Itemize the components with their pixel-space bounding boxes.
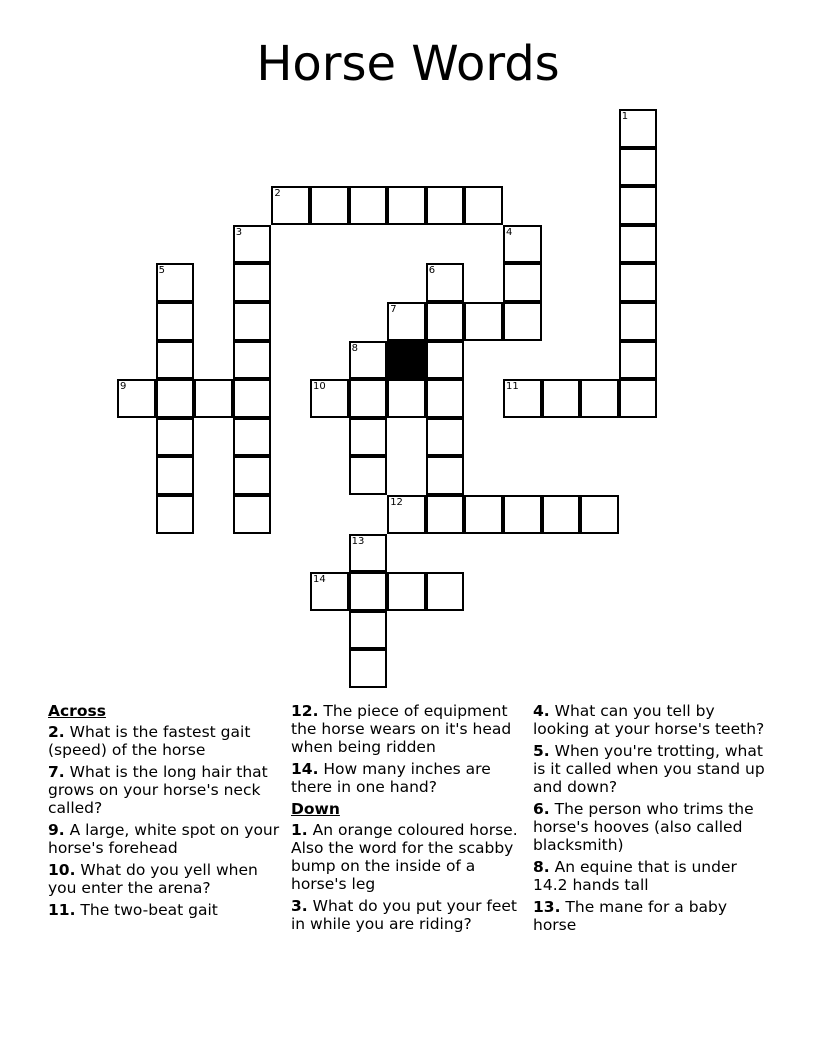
grid-cell[interactable]	[349, 611, 388, 650]
clue-down-4: 4. What can you tell by looking at your horse's teeth?	[533, 702, 765, 738]
clue-across-2: 2. What is the fastest gait (speed) of the horse	[48, 723, 251, 759]
black-cell	[387, 341, 426, 380]
grid-cell[interactable]	[387, 186, 426, 225]
clue-number: 2	[274, 188, 281, 200]
grid-cell[interactable]	[156, 456, 195, 495]
across-heading: Across	[48, 702, 106, 720]
grid-cell[interactable]	[349, 379, 388, 418]
grid-cell[interactable]	[619, 341, 658, 380]
grid-cell[interactable]	[464, 495, 503, 534]
grid-cell[interactable]	[503, 379, 542, 418]
grid-cell[interactable]	[619, 379, 658, 418]
down-heading: Down	[291, 800, 340, 818]
grid-cell[interactable]	[349, 341, 388, 380]
grid-cell[interactable]	[542, 495, 581, 534]
grid-cell[interactable]	[233, 456, 272, 495]
grid-cell[interactable]	[426, 379, 465, 418]
clue-number: 10	[313, 381, 326, 393]
grid-cell[interactable]	[156, 418, 195, 457]
grid-cell[interactable]	[387, 572, 426, 611]
grid-cell[interactable]	[156, 379, 195, 418]
grid-cell[interactable]	[310, 186, 349, 225]
clue-down-6: 6. The person who trims the horse's hooves (also called blacksmith)	[533, 800, 754, 854]
grid-cell[interactable]	[387, 302, 426, 341]
clue-number: 9	[120, 381, 127, 393]
clue-down-3: 3. What do you put your feet in while you are riding?	[291, 897, 517, 933]
grid-cell[interactable]	[580, 379, 619, 418]
clue-number: 14	[313, 574, 326, 586]
grid-cell[interactable]	[349, 534, 388, 573]
clue-across-12: 12. The piece of equipment the horse wears on it's head when being ridden	[291, 702, 512, 756]
grid-cell[interactable]	[233, 341, 272, 380]
grid-cell[interactable]	[310, 572, 349, 611]
clue-down-8: 8. An equine that is under 14.2 hands tall	[533, 858, 737, 894]
grid-cell[interactable]	[426, 186, 465, 225]
clue-across-14: 14. How many inches are there in one hand?	[291, 760, 491, 796]
grid-cell[interactable]	[349, 456, 388, 495]
grid-cell[interactable]	[117, 379, 156, 418]
grid-cell[interactable]	[233, 302, 272, 341]
grid-cell[interactable]	[271, 186, 310, 225]
clue-number: 3	[235, 226, 243, 238]
grid-cell[interactable]	[426, 418, 465, 457]
grid-cell[interactable]	[349, 418, 388, 457]
clue-number: 11	[506, 381, 519, 393]
clue-down-13: 13. The mane for a baby horse	[533, 898, 728, 934]
grid-cell[interactable]	[619, 186, 658, 225]
grid-cell[interactable]	[426, 572, 465, 611]
clue-across-9: 9. A large, white spot on your horse's forehead	[48, 821, 280, 857]
grid-cell[interactable]	[503, 263, 542, 302]
grid-cell[interactable]	[503, 225, 542, 264]
grid-cell[interactable]	[156, 263, 195, 302]
grid-cell[interactable]	[580, 495, 619, 534]
clue-down-5: 5. When you're trotting, what is it called when you stand up and down?	[533, 742, 765, 796]
grid-cell[interactable]	[156, 495, 195, 534]
grid-cell[interactable]	[233, 418, 272, 457]
grid-cell[interactable]	[464, 186, 503, 225]
grid-cell[interactable]	[426, 302, 465, 341]
grid-cell[interactable]	[464, 302, 503, 341]
clues-column-2	[291, 702, 527, 937]
grid-cell[interactable]	[156, 302, 195, 341]
clue-number: 1	[621, 111, 629, 122]
clue-number: 12	[390, 497, 403, 508]
clue-number: 8	[351, 342, 358, 354]
grid-cell[interactable]	[619, 225, 658, 264]
grid-cell[interactable]	[619, 109, 658, 148]
grid-cell[interactable]	[387, 495, 426, 534]
clue-number: 13	[351, 535, 365, 547]
grid-cell[interactable]	[619, 263, 658, 302]
puzzle-title: Horse Words	[256, 36, 560, 92]
clue-across-11: 11. The two-beat gait	[48, 901, 218, 919]
grid-cell[interactable]	[426, 341, 465, 380]
clue-down-1: 1. An orange coloured horse. Also the word for the scabby bump on the inside of a horse's leg	[291, 821, 518, 893]
grid-cell[interactable]	[619, 148, 658, 187]
grid-cell[interactable]	[542, 379, 581, 418]
grid-cell[interactable]	[503, 495, 542, 534]
clue-number: 7	[390, 304, 397, 315]
clue-number: 5	[158, 265, 165, 277]
grid-cell[interactable]	[426, 495, 465, 534]
grid-cell[interactable]	[387, 379, 426, 418]
grid-cell[interactable]	[503, 302, 542, 341]
grid-cell[interactable]	[233, 379, 272, 418]
grid-cell[interactable]	[619, 302, 658, 341]
grid-cell[interactable]	[233, 225, 272, 264]
grid-cell[interactable]	[349, 649, 388, 688]
grid-cell[interactable]	[233, 263, 272, 302]
clues-column-1	[48, 702, 284, 923]
grid-cell[interactable]	[426, 263, 465, 302]
grid-cell[interactable]	[349, 186, 388, 225]
clue-across-7: 7. What is the long hair that grows on your horse's neck called?	[48, 763, 268, 817]
grid-cell[interactable]	[194, 379, 233, 418]
grid-cell[interactable]	[426, 456, 465, 495]
grid-cell[interactable]	[156, 341, 195, 380]
clues-column-3	[533, 702, 769, 938]
grid-cell[interactable]	[310, 379, 349, 418]
clue-number: 6	[428, 265, 436, 277]
grid-cell[interactable]	[233, 495, 272, 534]
clue-across-10: 10. What do you yell when you enter the arena?	[48, 861, 258, 897]
clue-number: 4	[506, 226, 513, 238]
grid-cell[interactable]	[349, 572, 388, 611]
